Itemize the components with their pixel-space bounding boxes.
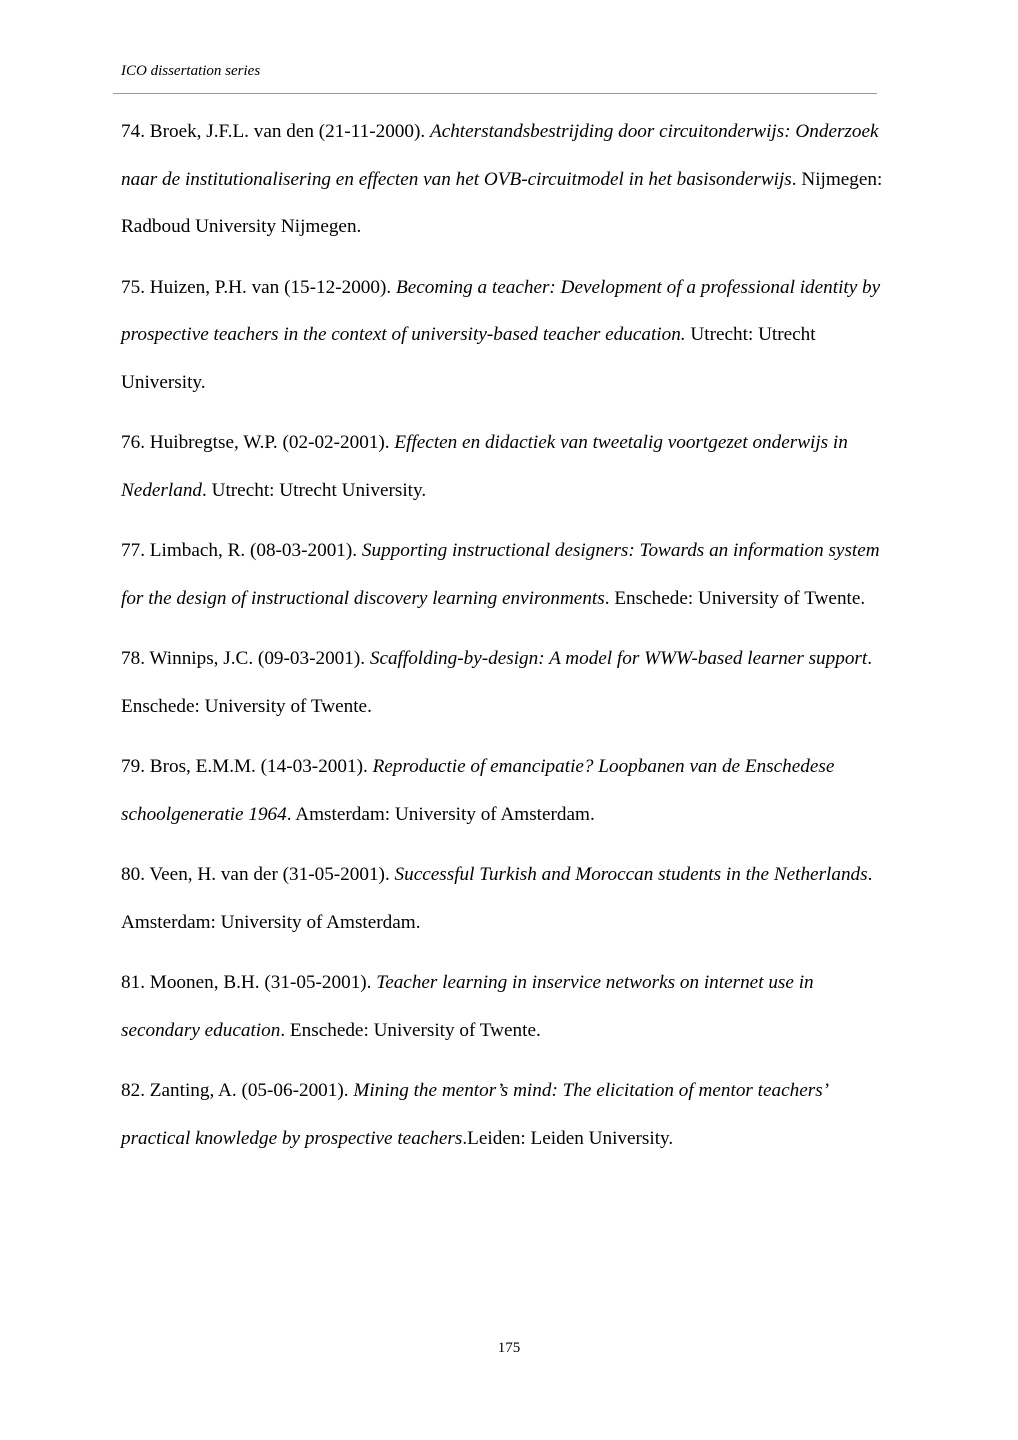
entry-author-date: 77. Limbach, R. (08-03-2001).	[121, 540, 362, 561]
list-item	[121, 851, 893, 946]
list-item	[121, 419, 893, 514]
entry-publisher: . Enschede: University of Twente.	[121, 648, 873, 717]
entry-title: Teacher learning in inservice networks on internet use in secondary education	[121, 972, 814, 1041]
entry-author-date: 82. Zanting, A. (05-06-2001).	[121, 1080, 354, 1101]
list-item	[121, 743, 893, 838]
header-divider	[113, 93, 877, 94]
entry-author-date: 76. Huibregtse, W.P. (02-02-2001).	[121, 432, 395, 453]
list-item	[121, 959, 893, 1054]
list-item	[121, 635, 893, 730]
entry-publisher: .Leiden: Leiden University.	[462, 1127, 674, 1149]
entry-title: Scaffolding-by-design: A model for WWW-based learner support	[369, 648, 868, 669]
entry-title: Supporting instructional designers: Towards an information system for the design of instructional discovery learning environments	[121, 540, 880, 609]
entry-author-date: 79. Bros, E.M.M. (14-03-2001).	[121, 756, 373, 777]
list-item	[121, 1067, 893, 1162]
entry-publisher: . Amsterdam: University of Amsterdam.	[286, 803, 595, 825]
entry-publisher: . Amsterdam: University of Amsterdam.	[121, 864, 873, 933]
dissertation-list	[121, 108, 893, 1175]
page-number: 175	[497, 1340, 521, 1356]
entry-author-date: 78. Winnips, J.C. (09-03-2001).	[121, 648, 370, 669]
entry-publisher: Utrecht: Utrecht University.	[121, 324, 816, 393]
entry-title: Effecten en didactiek van tweetalig voortgezet onderwijs in Nederland	[121, 432, 848, 501]
list-item	[121, 264, 893, 407]
entry-title: Achterstandsbestrijding door circuitonderwijs: Onderzoek naar de institutionalisering en effecten van het OVB-circuitmodel in het basisonderwijs	[121, 121, 879, 190]
entry-publisher: . Enschede: University of Twente.	[280, 1019, 541, 1041]
entry-title: Becoming a teacher: Development of a professional identity by prospective teachers in the context of university-based teacher education.	[121, 276, 881, 345]
entry-author-date: 74. Broek, J.F.L. van den (21-11-2000).	[121, 121, 430, 142]
entry-title: Successful Turkish and Moroccan students in the Netherlands	[394, 864, 868, 885]
entry-publisher: . Nijmegen: Radboud University Nijmegen.	[121, 168, 883, 237]
entry-publisher: . Utrecht: Utrecht University.	[202, 479, 427, 501]
entry-author-date: 75. Huizen, P.H. van (15-12-2000).	[121, 276, 396, 298]
entry-title: Mining the mentor’s mind: The elicitation of mentor teachers’ practical knowledge by prospective teachers	[121, 1080, 827, 1149]
list-item	[121, 108, 893, 251]
entry-publisher: . Enschede: University of Twente.	[604, 587, 866, 609]
list-item	[121, 527, 893, 622]
running-header: ICO dissertation series	[121, 63, 261, 79]
entry-title: Reproductie of emancipatie? Loopbanen van de Enschedese schoolgeneratie 1964	[121, 756, 835, 825]
entry-author-date: 81. Moonen, B.H. (31-05-2001).	[121, 972, 377, 993]
entry-author-date: 80. Veen, H. van der (31-05-2001).	[121, 864, 395, 885]
